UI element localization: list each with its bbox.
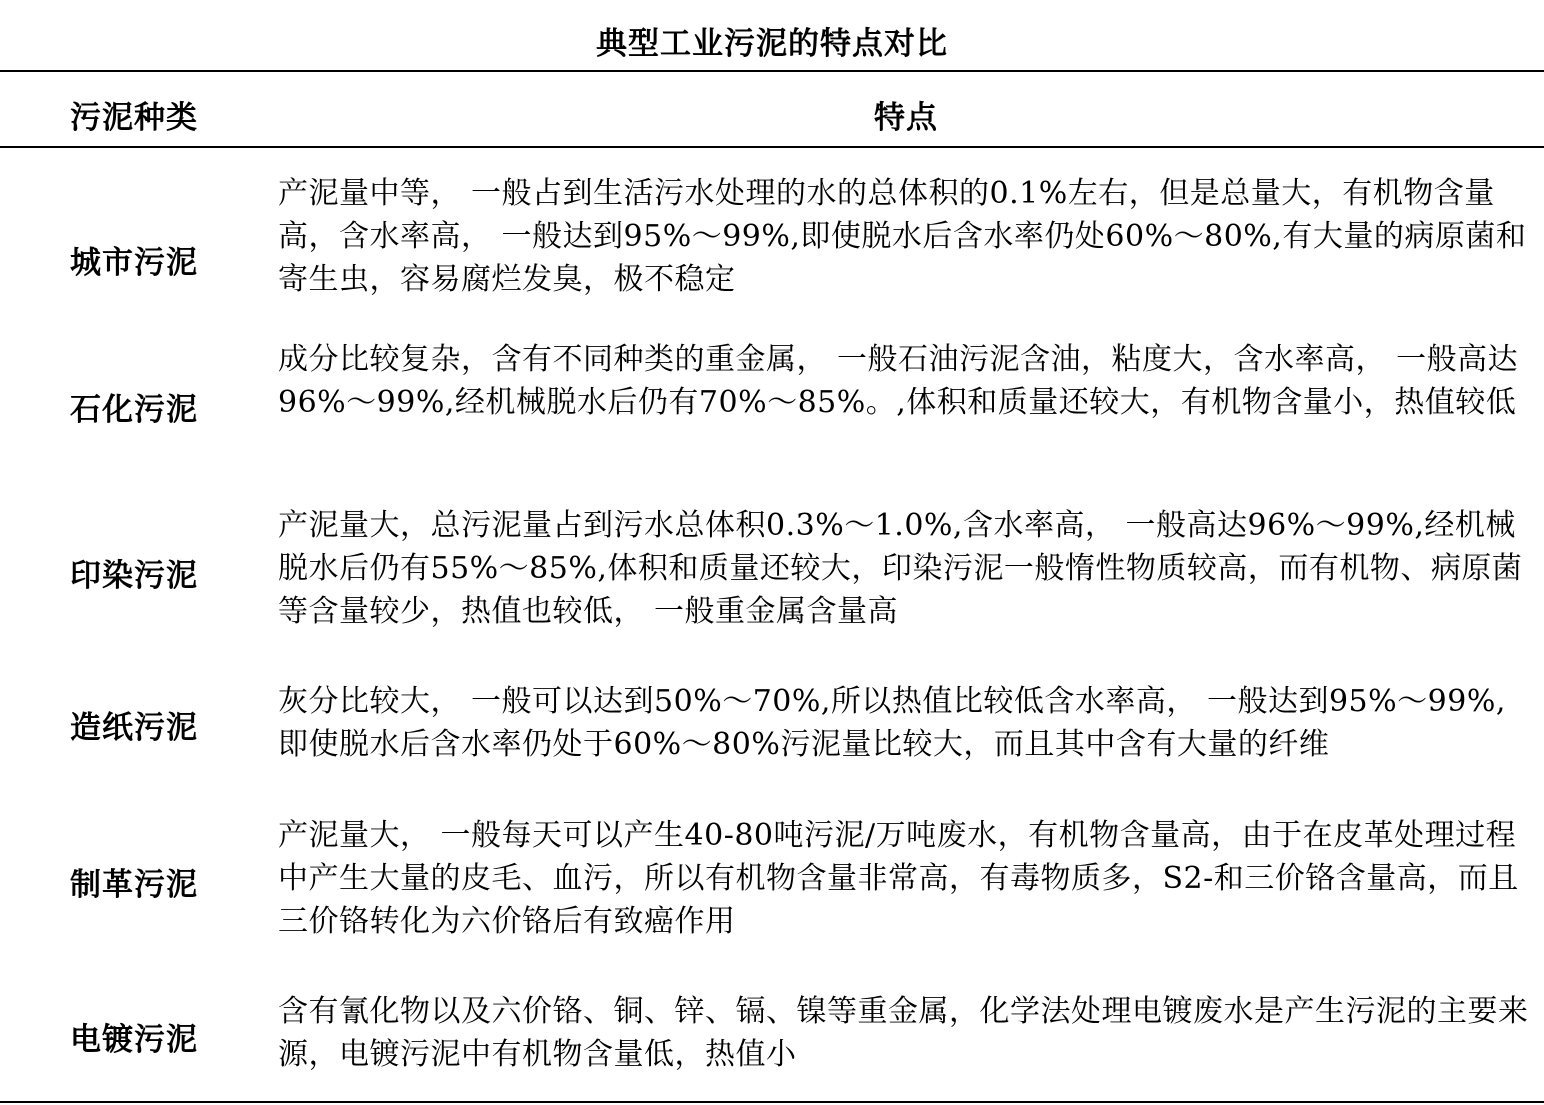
- row-label: 造纸污泥: [70, 710, 198, 746]
- row-text: 产泥量大，总污泥量占到污水总体积0.3%～1.0%,含水率高， 一般高达96%～99%,经机械脱水后仍有55%～85%,体积和质量还较大，印染污泥一般惰性物质较高，而有机物、病原菌等含量较少，热值也较低， 一般重金属含量高: [278, 508, 1523, 629]
- row-label: 石化污泥: [70, 392, 198, 428]
- header-characteristics: 特点: [874, 100, 938, 136]
- row-text: 含有氰化物以及六价铬、铜、锌、镉、镍等重金属，化学法处理电镀废水是产生污泥的主要来源，电镀污泥中有机物含量低，热值小: [278, 994, 1529, 1072]
- bottom-rule: [0, 1101, 1544, 1103]
- row-label: 电镀污泥: [70, 1022, 198, 1058]
- top-rule: [0, 70, 1544, 72]
- row-text: 产泥量大， 一般每天可以产生40-80吨污泥/万吨废水，有机物含量高，由于在皮革处理过程中产生大量的皮毛、血污，所以有机物含量非常高，有毒物质多，S2-和三价铬含量高，而且三价铬转化为六价铬后有致癌作用: [278, 818, 1519, 939]
- row-text: 成分比较复杂，含有不同种类的重金属， 一般石油污泥含油，粘度大，含水率高， 一般高达96%～99%,经机械脱水后仍有70%～85%。,体积和质量还较大，有机物含量小，热值较低: [278, 342, 1519, 420]
- header-rule: [0, 146, 1544, 148]
- table-title: 典型工业污泥的特点对比: [596, 26, 948, 62]
- row-text: 灰分比较大， 一般可以达到50%～70%,所以热值比较低含水率高， 一般达到95%～99%,即使脱水后含水率仍处于60%～80%污泥量比较大，而且其中含有大量的纤维: [278, 684, 1506, 762]
- header-sludge-type: 污泥种类: [70, 100, 198, 136]
- row-label: 印染污泥: [70, 558, 198, 594]
- row-text: 产泥量中等， 一般占到生活污水处理的水的总体积的0.1%左右，但是总量大，有机物含量高，含水率高， 一般达到95%～99%,即使脱水后含水率仍处60%～80%,有大量的病原菌和寄生虫，容易腐烂发臭，极不稳定: [278, 176, 1527, 297]
- row-label: 城市污泥: [70, 245, 198, 281]
- row-label: 制革污泥: [70, 867, 198, 903]
